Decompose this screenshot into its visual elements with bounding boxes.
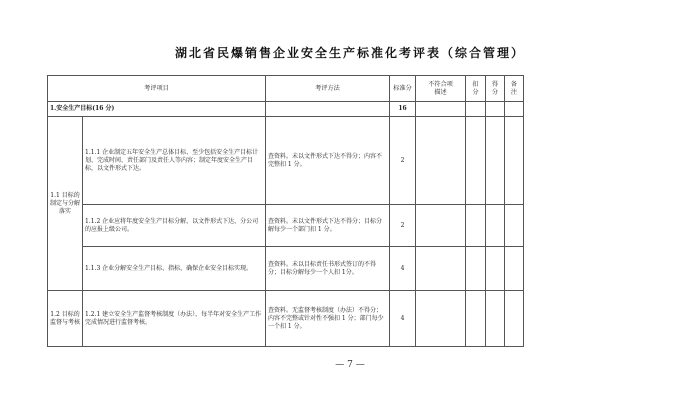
- deduct-cell[interactable]: [466, 291, 486, 347]
- score-value: 2: [390, 205, 416, 247]
- page-number: — 7 —: [335, 360, 365, 370]
- method-text: 查资料。无监督考核制度（办法）不得分；内容不完整或针对性不强扣 1 分；部门每少一个扣 1 分。: [266, 291, 390, 347]
- item-text: 1.2.1 建立安全生产监督考核制度（办法），每半年对安全生产工作完成情况进行监督考核。: [83, 291, 266, 347]
- remark-cell[interactable]: [505, 117, 524, 205]
- header-deduct-line2: 分: [472, 88, 479, 96]
- deduct-cell[interactable]: [466, 117, 486, 205]
- gain-cell[interactable]: [486, 205, 505, 247]
- item-text: 1.1.1 企业制定五年安全生产总体目标、至少包括安全生产目标计划、完成时间、责任部门及责任人等内容；制定年度安全生产目标，以文件形式下达。: [83, 117, 266, 205]
- table-header-row: [48, 76, 524, 102]
- gain-cell[interactable]: [486, 291, 505, 347]
- table-row: [48, 205, 524, 247]
- noncompliance-cell[interactable]: [416, 247, 466, 291]
- section-deduct-cell: [466, 102, 486, 117]
- remark-cell[interactable]: [505, 205, 524, 247]
- section-row: [48, 102, 524, 117]
- method-text: 查资料。未以文件形式下达不得分；内容不完整扣 1 分。: [266, 117, 390, 205]
- header-deduct-line1: 扣: [472, 80, 479, 88]
- header-item: 考评项目: [48, 76, 266, 102]
- table-row: [48, 247, 524, 291]
- method-text: 查资料。未以文件形式下达不得分；目标分解每少一个部门扣 1 分。: [266, 205, 390, 247]
- remark-cell[interactable]: [505, 247, 524, 291]
- score-value: 4: [390, 291, 416, 347]
- score-value: 2: [390, 117, 416, 205]
- header-remark-line1: 备: [510, 80, 518, 88]
- noncompliance-cell[interactable]: [416, 291, 466, 347]
- header-noncompliance-line1: 不符合项: [428, 80, 453, 88]
- section-noncompliance-cell: [416, 102, 466, 117]
- table-row: [48, 117, 524, 205]
- section-method-cell: [266, 102, 390, 117]
- evaluation-table: [47, 75, 524, 347]
- header-remark: [505, 76, 524, 102]
- deduct-cell[interactable]: [466, 205, 486, 247]
- header-gain-line2: 分: [491, 88, 499, 96]
- section-gain-cell: [486, 102, 505, 117]
- noncompliance-cell[interactable]: [416, 205, 466, 247]
- method-text: 查资料。未以目标责任书形式签订的不得分；目标分解每少一个人扣 1分。: [266, 247, 390, 291]
- header-gain-line1: 得: [491, 80, 499, 88]
- header-gain: [486, 76, 505, 102]
- page-title: 湖北省民爆销售企业安全生产标准化考评表（综合管理）: [174, 46, 525, 60]
- score-value: 4: [390, 247, 416, 291]
- remark-cell[interactable]: [505, 291, 524, 347]
- noncompliance-cell[interactable]: [416, 117, 466, 205]
- item-text: 1.1.3 企业分解安全生产目标、指标，确保企业安全目标实现。: [83, 247, 266, 291]
- gain-cell[interactable]: [486, 247, 505, 291]
- section-score: 16: [390, 102, 416, 117]
- header-score: 标准分: [390, 76, 416, 102]
- item-text: 1.1.2 企业应将年度安全生产目标分解，以文件形式下达，分公司的应报上级公司。: [83, 205, 266, 247]
- section-label: 1.安全生产目标(16 分): [48, 102, 266, 117]
- table-row: [48, 291, 524, 347]
- header-deduct: [466, 76, 486, 102]
- gain-cell[interactable]: [486, 117, 505, 205]
- header-noncompliance-line2: 描述: [434, 88, 447, 96]
- group-label: 1.1 目标的制定与分解落实: [48, 117, 83, 291]
- header-noncompliance: [416, 76, 466, 102]
- section-remark-cell: [505, 102, 524, 117]
- header-remark-line2: 注: [510, 88, 518, 96]
- deduct-cell[interactable]: [466, 247, 486, 291]
- group-label: 1.2 目标的监督与考核: [48, 291, 83, 347]
- header-method: 考评方法: [266, 76, 390, 102]
